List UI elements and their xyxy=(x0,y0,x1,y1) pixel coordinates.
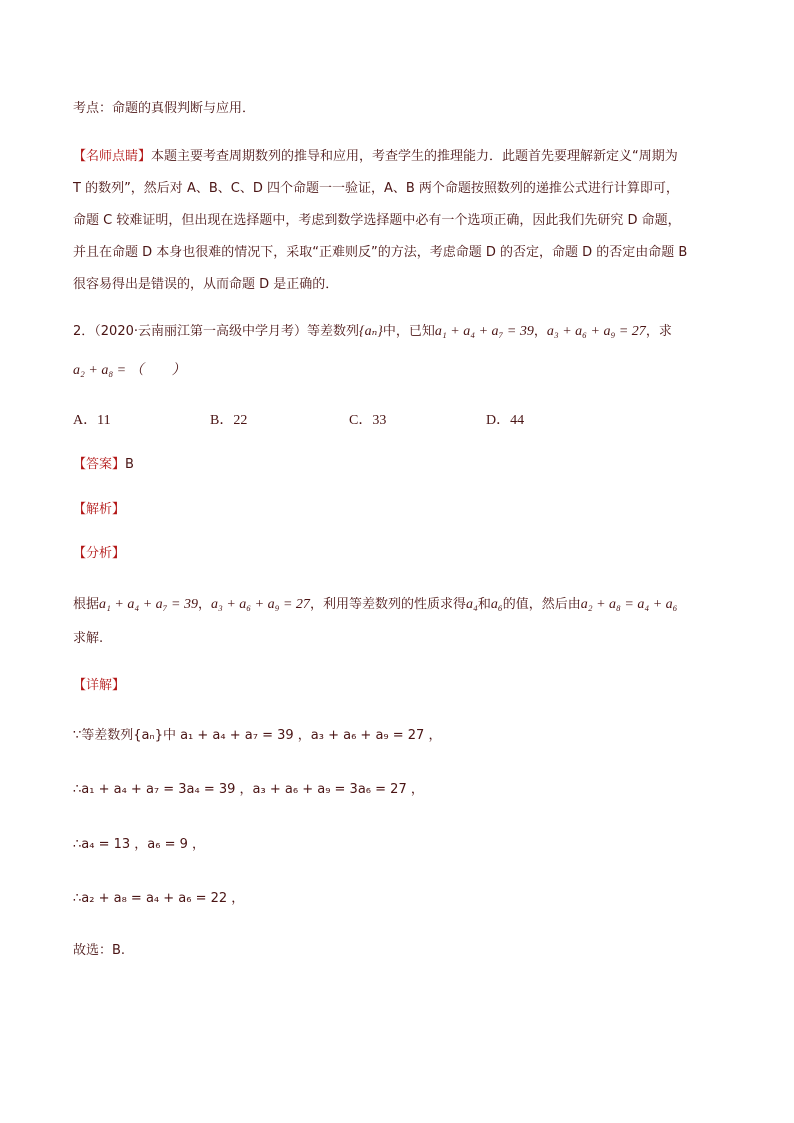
option-c: C．33 xyxy=(349,413,387,428)
question-line-2: a₂ + a₈ = （ ） xyxy=(73,363,186,378)
answer-tag: 【答案】 xyxy=(73,457,126,472)
step-1: ∵等差数列{aₙ}中 a₁ + a₄ + a₇ = 39 ，a₃ + a₆ + a₉ = 27 ， xyxy=(73,728,442,743)
option-b: B．22 xyxy=(210,413,248,428)
mingshi-line-2: T 的数列”，然后对 A、B、C、D 四个命题一一验证，A、B 两个命题按照数列的递推公式进行计算即可， xyxy=(73,181,679,196)
question-mid: 中，已知 xyxy=(382,324,435,339)
mingshi-line-4: 并且在命题 D 本身也很难的情况下，采取“正难则反”的方法，考虑命题 D 的否定，命题 D 的否定由命题 B xyxy=(73,245,688,260)
step-3: ∴a₄ = 13 ，a₆ = 9 ， xyxy=(73,837,206,852)
fenxi-mid: ，利用等差数列的性质求得 xyxy=(309,597,466,612)
fenxi-a6: a₆ xyxy=(490,597,503,612)
fenxi-a4: a₄ xyxy=(465,597,478,612)
question-eq1: a₁ + a₄ + a₇ = 39 xyxy=(434,324,534,339)
xiangjie-tag: 【详解】 xyxy=(73,678,126,693)
fenxi-prefix: 根据 xyxy=(73,597,100,612)
option-a: A．11 xyxy=(73,413,111,428)
jiexi-tag: 【解析】 xyxy=(73,502,126,517)
question-sep: ， xyxy=(533,324,547,339)
mingshi-line-3: 命题 C 较难证明，但出现在选择题中，考虑到数学选择题中必有一个选项正确，因此我们先研究 D 命题， xyxy=(73,213,681,228)
step-2: ∴a₁ + a₄ + a₇ = 3a₄ = 39 ，a₃ + a₆ + a₉ = 3a₆ = 27 ， xyxy=(73,782,424,797)
mingshi-line-1 xyxy=(73,147,678,167)
fenxi-eq2: a₃ + a₆ + a₉ = 27 xyxy=(210,597,310,612)
answer-line xyxy=(73,455,134,475)
question-suffix: ，求 xyxy=(645,324,672,339)
question-prefix: 2．（2020·云南丽江第一高级中学月考）等差数列 xyxy=(73,324,359,339)
mingshi-tag: 【名师点睛】 xyxy=(73,149,152,164)
fenxi-mid2: 的值，然后由 xyxy=(502,597,581,612)
fenxi-line-2: 求解. xyxy=(73,631,104,646)
kaodian-line: 考点：命题的真假判断与应用． xyxy=(73,101,256,116)
question-line-1 xyxy=(73,322,672,342)
fenxi-eq1: a₁ + a₄ + a₇ = 39 xyxy=(99,597,198,612)
fenxi-eq3: a₂ + a₈ = a₄ + a₆ xyxy=(580,597,678,612)
mingshi-text-1: 本题主要考查周期数列的推导和应用，考查学生的推理能力．此题首先要理解新定义“周期为 xyxy=(151,149,678,164)
step-5: 故选：B. xyxy=(73,943,126,958)
step-4: ∴a₂ + a₈ = a₄ + a₆ = 22 ， xyxy=(73,891,245,906)
fenxi-line-1 xyxy=(73,595,678,615)
fenxi-and: 和 xyxy=(477,597,491,612)
question-seq: {aₙ} xyxy=(359,324,383,339)
mingshi-line-5: 很容易得出是错误的，从而命题 D 是正确的． xyxy=(73,277,339,292)
fenxi-tag: 【分析】 xyxy=(73,546,126,561)
option-d: D．44 xyxy=(486,413,525,428)
answer-value: B xyxy=(125,457,134,472)
fenxi-sep: ， xyxy=(197,597,211,612)
question-eq2: a₃ + a₆ + a₉ = 27 xyxy=(546,324,646,339)
